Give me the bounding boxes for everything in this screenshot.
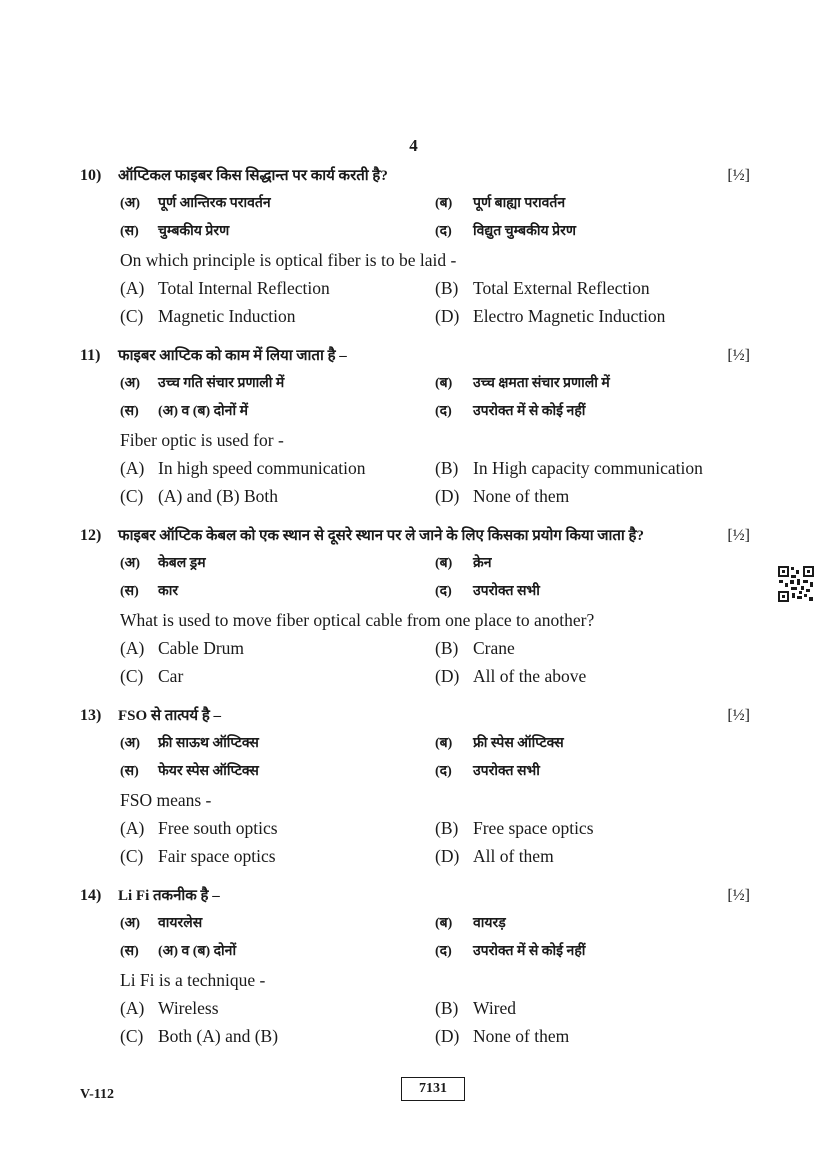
option-row <box>80 302 750 330</box>
option-label: (D) <box>435 306 460 326</box>
option-label: (A) <box>120 638 145 658</box>
option-en <box>435 482 569 510</box>
option-text: All of the above <box>473 666 587 686</box>
option-text: Cable Drum <box>158 638 245 658</box>
option-label: (स) <box>120 764 139 779</box>
option-row <box>80 910 750 938</box>
option-hi <box>120 398 248 426</box>
option-hi <box>435 910 506 938</box>
option-text: वायरलेस <box>158 916 203 931</box>
option-hi <box>120 190 271 218</box>
option-en <box>435 302 665 330</box>
option-text: उच्च क्षमता संचार प्रणाली में <box>473 376 610 391</box>
option-text: In High capacity communication <box>473 458 703 478</box>
option-label: (स) <box>120 584 139 599</box>
option-hi <box>435 730 564 758</box>
option-row <box>80 454 750 482</box>
option-label: (ब) <box>435 736 453 751</box>
question-block <box>80 342 750 510</box>
question-text-english: On which principle is optical fiber is to be laid - <box>120 250 457 270</box>
option-label: (D) <box>435 486 460 506</box>
question-number: 14) <box>80 887 102 904</box>
option-label: (C) <box>120 846 144 866</box>
question-text-english: What is used to move fiber optical cable from one place to another? <box>120 610 595 630</box>
option-label: (अ) <box>120 556 141 571</box>
option-text: None of them <box>473 486 570 506</box>
option-text: चुम्बकीय प्रेरण <box>158 224 230 239</box>
option-label: (स) <box>120 224 139 239</box>
question-header <box>80 162 750 190</box>
option-label: (द) <box>435 944 452 959</box>
question-text-hindi: FSO से तात्पर्य है – <box>118 708 222 724</box>
option-label: (अ) <box>120 196 141 211</box>
option-en <box>120 482 278 510</box>
option-hi <box>120 730 259 758</box>
question-number: 11) <box>80 347 101 364</box>
option-row <box>80 370 750 398</box>
option-row <box>80 994 750 1022</box>
option-row <box>80 842 750 870</box>
option-text: Total Internal Reflection <box>158 278 330 298</box>
option-text: Free south optics <box>158 818 278 838</box>
option-label: (C) <box>120 666 144 686</box>
option-label: (अ) <box>120 916 141 931</box>
option-hi <box>120 218 229 246</box>
question-header <box>80 342 750 370</box>
option-en <box>120 1022 278 1050</box>
option-label: (C) <box>120 486 144 506</box>
page-number: 4 <box>409 136 418 155</box>
option-label: (B) <box>435 998 459 1018</box>
question-text-hindi: फाइबर आप्टिक को काम में लिया जाता है – <box>118 348 347 364</box>
option-text: उच्च गति संचार प्रणाली में <box>158 376 285 391</box>
option-label: (D) <box>435 666 460 686</box>
option-en <box>120 302 296 330</box>
option-text: Total External Reflection <box>473 278 650 298</box>
option-hi <box>435 550 492 578</box>
option-hi <box>435 370 610 398</box>
question-text-english: Li Fi is a technique - <box>120 970 266 990</box>
option-text: None of them <box>473 1026 570 1046</box>
question-header <box>80 882 750 910</box>
option-en <box>435 814 594 842</box>
option-en <box>120 454 366 482</box>
option-row <box>80 218 750 246</box>
option-row <box>80 1022 750 1050</box>
option-text: (अ) व (ब) दोनों में <box>158 404 248 419</box>
option-text: Car <box>158 666 184 686</box>
question-text-hindi: ऑप्टिकल फाइबर किस सिद्धान्त पर कार्य करती है? <box>118 168 388 184</box>
option-label: (अ) <box>120 736 141 751</box>
option-row <box>80 938 750 966</box>
option-text: (अ) व (ब) दोनों <box>158 944 237 959</box>
option-label: (A) <box>120 458 145 478</box>
option-text: उपरोक्त में से कोई नहीं <box>473 944 586 959</box>
option-hi <box>435 758 540 786</box>
option-text: उपरोक्त सभी <box>473 764 540 779</box>
option-label: (द) <box>435 584 452 599</box>
option-row <box>80 758 750 786</box>
option-hi <box>435 938 585 966</box>
option-text: कार <box>158 584 179 599</box>
question-number: 13) <box>80 707 102 724</box>
option-hi <box>435 398 585 426</box>
question-block <box>80 882 750 1050</box>
option-text: Wireless <box>158 998 219 1018</box>
option-label: (द) <box>435 224 452 239</box>
question-header <box>80 522 750 550</box>
option-row <box>80 550 750 578</box>
option-en <box>435 634 515 662</box>
option-label: (B) <box>435 458 459 478</box>
option-row <box>80 274 750 302</box>
option-text: Free space optics <box>473 818 594 838</box>
option-label: (द) <box>435 404 452 419</box>
option-text: (A) and (B) Both <box>158 486 279 506</box>
option-row <box>80 730 750 758</box>
paper-code: V-112 <box>80 1087 114 1102</box>
option-text: In high speed communication <box>158 458 366 478</box>
option-en <box>435 454 703 482</box>
option-en <box>435 662 586 690</box>
option-label: (स) <box>120 404 139 419</box>
question-marks: [½] <box>727 527 750 544</box>
option-label: (B) <box>435 818 459 838</box>
option-label: (A) <box>120 818 145 838</box>
option-en <box>120 814 278 842</box>
option-text: Wired <box>473 998 517 1018</box>
option-hi <box>120 550 206 578</box>
option-en <box>120 994 219 1022</box>
option-row <box>80 482 750 510</box>
question-text-english: FSO means - <box>120 790 212 810</box>
question-block <box>80 522 750 690</box>
question-marks: [½] <box>727 167 750 184</box>
option-text: केबल ड्रम <box>158 556 206 571</box>
option-en <box>120 662 183 690</box>
option-text: पूर्ण आन्तिरक परावर्तन <box>158 196 271 211</box>
option-en <box>435 994 516 1022</box>
question-marks: [½] <box>727 707 750 724</box>
question-number: 12) <box>80 527 102 544</box>
option-label: (B) <box>435 278 459 298</box>
option-label: (अ) <box>120 376 141 391</box>
option-label: (D) <box>435 846 460 866</box>
option-label: (C) <box>120 306 144 326</box>
question-text-hindi: फाइबर ऑप्टिक केबल को एक स्थान से दूसरे स्थान पर ले जाने के लिए किसका प्रयोग किया जाता है? <box>118 528 644 544</box>
option-text: क्रेन <box>473 556 492 571</box>
option-en <box>120 842 276 870</box>
option-label: (B) <box>435 638 459 658</box>
option-row <box>80 398 750 426</box>
option-hi <box>120 370 284 398</box>
option-label: (ब) <box>435 556 453 571</box>
option-label: (स) <box>120 944 139 959</box>
question-block <box>80 702 750 870</box>
option-text: उपरोक्त सभी <box>473 584 540 599</box>
serial-number-box: 7131 <box>401 1077 465 1101</box>
option-en <box>120 634 244 662</box>
option-text: All of them <box>473 846 554 866</box>
option-text: Magnetic Induction <box>158 306 296 326</box>
option-row <box>80 662 750 690</box>
option-label: (A) <box>120 278 145 298</box>
option-en <box>435 274 650 302</box>
option-text: Crane <box>473 638 515 658</box>
option-text: फ्री साऊथ ऑप्टिक्स <box>158 736 259 751</box>
option-hi <box>120 758 259 786</box>
option-text: उपरोक्त में से कोई नहीं <box>473 404 586 419</box>
option-label: (द) <box>435 764 452 779</box>
option-label: (C) <box>120 1026 144 1046</box>
question-text-hindi: Li Fi तकनीक है – <box>118 888 220 904</box>
option-hi <box>435 218 576 246</box>
question-marks: [½] <box>727 347 750 364</box>
option-en <box>435 842 554 870</box>
option-row <box>80 578 750 606</box>
option-hi <box>435 190 565 218</box>
option-text: विद्युत चुम्बकीय प्रेरण <box>473 224 576 239</box>
option-text: फेयर स्पेस ऑप्टिक्स <box>158 764 259 779</box>
option-text: Both (A) and (B) <box>158 1026 279 1046</box>
option-hi <box>120 938 236 966</box>
option-en <box>120 274 330 302</box>
question-block <box>80 162 750 330</box>
option-hi <box>120 578 178 606</box>
option-text: फ्री स्पेस ऑप्टिक्स <box>473 736 564 751</box>
option-text: Electro Magnetic Induction <box>473 306 666 326</box>
option-label: (A) <box>120 998 145 1018</box>
option-row <box>80 190 750 218</box>
option-hi <box>120 910 202 938</box>
option-text: वायरड़ <box>473 916 506 931</box>
option-label: (D) <box>435 1026 460 1046</box>
option-text: Fair space optics <box>158 846 276 866</box>
option-label: (ब) <box>435 196 453 211</box>
option-label: (ब) <box>435 376 453 391</box>
question-number: 10) <box>80 167 102 184</box>
option-label: (ब) <box>435 916 453 931</box>
option-hi <box>435 578 540 606</box>
option-row <box>80 814 750 842</box>
question-text-english: Fiber optic is used for - <box>120 430 284 450</box>
option-row <box>80 634 750 662</box>
question-marks: [½] <box>727 887 750 904</box>
question-header <box>80 702 750 730</box>
option-en <box>435 1022 569 1050</box>
option-text: पूर्ण बाह्या परावर्तन <box>473 196 566 211</box>
qr-code-icon <box>777 565 815 603</box>
